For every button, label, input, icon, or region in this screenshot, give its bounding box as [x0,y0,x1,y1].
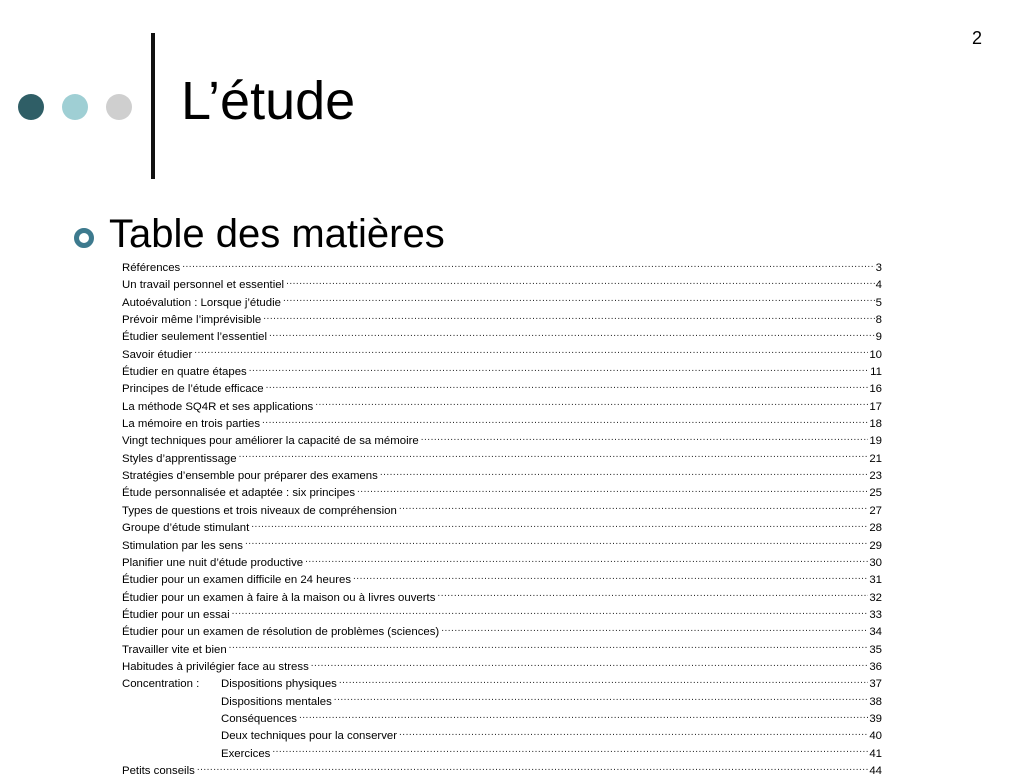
toc-leader [337,675,868,687]
toc-label: La mémoire en trois parties [122,418,261,431]
toc-page-number: 23 [869,470,882,483]
toc-label: Savoir étudier [122,348,193,361]
toc-leader [332,693,869,705]
toc-label: Un travail personnel et essentiel [122,279,285,292]
toc-row [122,658,882,675]
toc-leader [378,467,869,479]
toc-page-number: 39 [869,712,882,725]
toc-row [122,571,882,588]
toc-row [122,380,882,397]
toc-label: Étudier en quatre étapes [122,366,247,379]
toc-page-number: 19 [869,435,882,448]
toc-row [122,363,882,380]
toc-row [122,710,882,727]
toc-page-number: 16 [869,383,882,396]
toc-page-number: 21 [869,452,882,465]
toc-leader [303,554,868,566]
toc-label: Planifier une nuit d’étude productive [122,556,304,569]
toc-row [122,745,882,762]
title-divider [151,33,155,179]
toc-label: Principes de l’étude efficace [122,383,264,396]
toc-label: Deux techniques pour la conserver [221,730,398,743]
toc-page-number: 30 [869,556,882,569]
toc-leader [267,328,875,340]
toc-leader [227,641,869,653]
toc-label: Étudier seulement l’essentiel [122,331,267,344]
toc-row [122,484,882,501]
decorative-dots [18,94,132,120]
toc-label: Dispositions physiques [221,678,337,691]
toc-leader [230,606,869,618]
toc-page-number: 32 [869,591,882,604]
toc-label: Étudier pour un essai [122,608,230,621]
toc-row [122,641,882,658]
toc-page-number: 33 [869,608,882,621]
toc-leader [261,311,874,323]
toc-row [122,294,882,311]
toc-page-number: 18 [869,418,882,431]
toc-label: Groupe d’étude stimulant [122,522,250,535]
bullet-ring-icon [74,228,94,248]
toc-page-number: 8 [875,314,882,327]
toc-row [122,693,882,710]
toc-leader [351,571,868,583]
toc-label: Stratégies d’ensemble pour préparer des examens [122,470,378,483]
toc-leader [270,745,868,757]
toc-page-number: 44 [869,764,882,777]
toc-leader [249,519,868,531]
table-of-contents [122,259,882,779]
toc-leader [435,589,868,601]
toc-row [122,328,882,345]
toc-leader [243,537,868,549]
toc-label: Exercices [221,747,271,760]
toc-page-number: 35 [869,643,882,656]
toc-row [122,311,882,328]
toc-label: Conséquences [221,712,297,725]
toc-leader [237,450,869,462]
toc-page-number: 11 [870,366,882,379]
toc-page-number: 17 [869,400,882,413]
toc-page-number: 5 [875,296,882,309]
toc-page-number: 29 [869,539,882,552]
toc-page-number: 27 [869,504,882,517]
toc-leader [281,294,875,306]
toc-prefix: Concentration : [122,678,200,691]
toc-leader [247,363,869,375]
toc-leader [397,502,869,514]
toc-page-number: 31 [869,574,882,587]
toc-page-number: 37 [869,678,882,691]
toc-row [122,675,882,692]
toc-label: Références [122,262,181,274]
toc-label: Étudier pour un examen à faire à la maison ou à livres ouverts [122,591,436,604]
toc-row [122,554,882,571]
toc-leader [264,380,869,392]
toc-row [122,606,882,623]
toc-row [122,502,882,519]
toc-row [122,432,882,449]
toc-leader [439,623,868,635]
toc-label: Étudier pour un examen de résolution de problèmes (sciences) [122,626,440,639]
toc-leader [397,727,868,739]
toc-label: Habitudes à privilégier face au stress [122,660,309,673]
toc-page-number: 34 [869,626,882,639]
toc-label: Vingt techniques pour améliorer la capacité de sa mémoire [122,435,419,448]
dot-dark-icon [18,94,44,120]
toc-label: Étudier pour un examen difficile en 24 heures [122,574,352,587]
toc-leader [309,658,869,670]
toc-page-number: 28 [869,522,882,535]
toc-label: La méthode SQ4R et ses applications [122,400,314,413]
toc-row [122,346,882,363]
toc-page-number: 40 [869,730,882,743]
toc-page-number: 41 [869,747,882,760]
toc-row [122,727,882,744]
toc-page-number: 25 [869,487,882,500]
toc-page-number: 3 [875,262,882,274]
toc-row [122,589,882,606]
toc-row [122,762,882,779]
toc-label: Dispositions mentales [221,695,332,708]
toc-leader [180,259,874,271]
toc-leader [260,415,868,427]
toc-row [122,467,882,484]
toc-label: Stimulation par les sens [122,539,243,552]
toc-page-number: 10 [869,348,882,361]
slide-title: L’étude [181,71,356,131]
toc-row [122,537,882,554]
toc-label: Types de questions et trois niveaux de compréhension [122,504,397,517]
toc-leader [313,398,868,410]
toc-leader [419,432,869,444]
toc-row [122,415,882,432]
toc-row [122,398,882,415]
toc-label: Autoévalution : Lorsque j’étudie [122,296,281,309]
toc-page-number: 38 [869,695,882,708]
toc-leader [284,276,875,288]
toc-label: Styles d’apprentissage [122,452,237,465]
toc-row [122,276,882,293]
toc-page-number: 9 [875,331,882,344]
section-heading: Table des matières [109,212,445,256]
toc-row [122,623,882,640]
toc-row [122,259,882,276]
toc-page-number: 36 [869,660,882,673]
toc-row [122,519,882,536]
toc-leader [297,710,868,722]
toc-label: Prévoir même l’imprévisible [122,314,262,327]
toc-label: Petits conseils [122,764,195,777]
toc-page-number: 4 [875,279,882,292]
toc-leader [355,484,868,496]
dot-gray-icon [106,94,132,120]
toc-leader [192,346,868,358]
toc-row [122,450,882,467]
page-number: 2 [971,28,982,48]
toc-label: Étude personnalisée et adaptée : six principes [122,487,356,500]
toc-label: Travailler vite et bien [122,643,227,656]
dot-light-icon [62,94,88,120]
